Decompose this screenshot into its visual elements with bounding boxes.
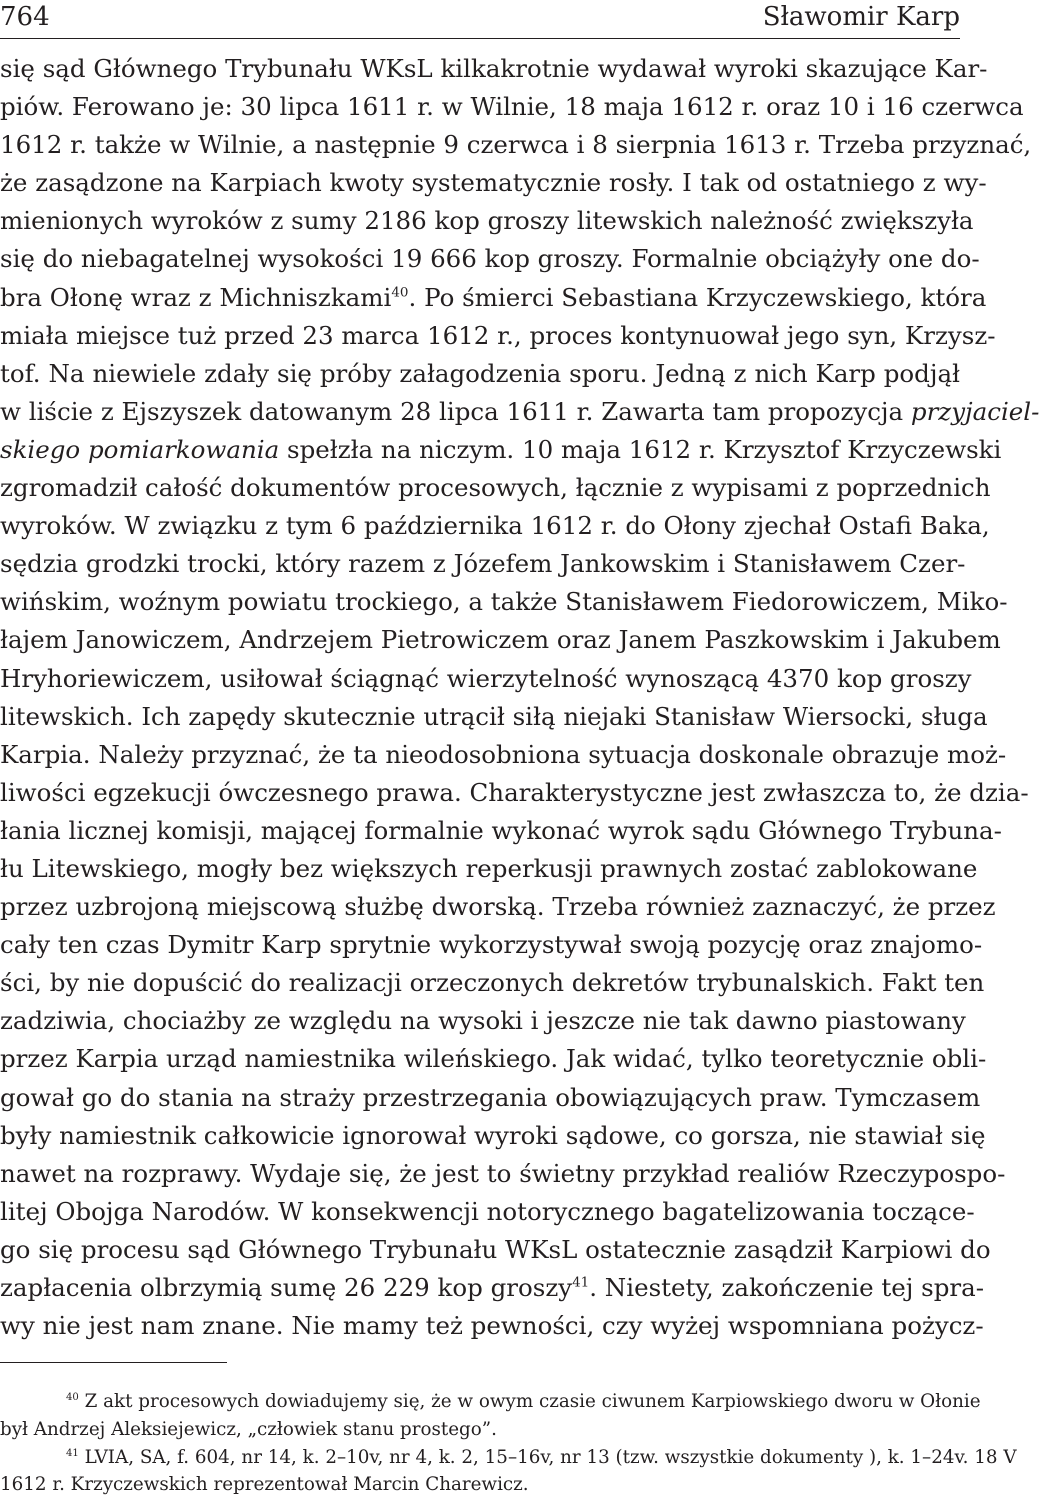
footnotes	[0, 1388, 1017, 1499]
text-line: litej Obojga Narodów. W konsekwencji notorycznego bagatelizowania toczące-	[0, 1196, 975, 1226]
footnote-41-continued: 1612 r. Krzyczewskich reprezentował Marcin Charewicz.	[0, 1474, 529, 1496]
text-line: liwości egzekucji ówczesnego prawa. Charakterystyczne jest zwłaszcza to, że dzia-	[0, 777, 1029, 807]
text-line: nawet na rozprawy. Wydaje się, że jest to świetny przykład realiów Rzeczypospo-	[0, 1158, 1006, 1188]
text-line: Karpia. Należy przyznać, że ta nieodosobniona sytuacja doskonale obrazuje moż-	[0, 739, 1007, 769]
text-line: zadziwia, chociażby ze względu na wysoki i jeszcze nie tak dawno piastowany	[0, 1006, 966, 1036]
page-number: 764	[0, 2, 50, 32]
running-head-author: Sławomir Karp	[762, 2, 960, 32]
body-text	[0, 50, 1039, 1345]
text-line: Hryhoriewiczem, usiłował ściągnąć wierzytelność wynoszącą 4370 kop groszy	[0, 663, 972, 693]
text-line: wińskim, woźnym powiatu trockiego, a także Stanisławem Fiedorowiczem, Miko-	[0, 587, 1008, 617]
text-line: go się procesu sąd Głównego Trybunału WKsL ostatecznie zasądził Karpiowi do	[0, 1234, 991, 1264]
text-line: gował go do stania na straży przestrzegania obowiązujących praw. Tymczasem	[0, 1082, 981, 1112]
text-line: sędzia grodzki trocki, który razem z Józefem Jankowskim i Stanisławem Czer-	[0, 549, 966, 579]
footnote-ref-40[interactable]: 40	[391, 284, 409, 301]
text-line: się sąd Głównego Trybunału WKsL kilkakrotnie wydawał wyroki skazujące Kar-	[0, 54, 988, 83]
footnote-40-continued: był Andrzej Aleksiejewicz, „człowiek stanu prostego”.	[0, 1418, 497, 1440]
page-header	[0, 0, 960, 40]
text-line: były namiestnik całkowicie ignorował wyroki sądowe, co gorsza, nie stawiał się	[0, 1120, 986, 1150]
italic-phrase: przyjaciel-	[910, 396, 1039, 426]
text-line: się do niebagatelnej wysokości 19 666 kop groszy. Formalnie obciążyły one do-	[0, 244, 980, 274]
text-line: litewskich. Ich zapędy skutecznie utrącił siłą niejaki Stanisław Wiersocki, sługa	[0, 701, 988, 731]
text-line: wyroków. W związku z tym 6 października 1612 r. do Ołony zjechał Ostafi Baka,	[0, 511, 990, 541]
text-line: że zasądzone na Karpiach kwoty systematycznie rosły. I tak od ostatniego z wy-	[0, 168, 987, 198]
text-line: bra Ołonę wraz z Michniszkami$^{40}$. Po śmierci Sebastiana Krzyczewskiego, która	[0, 282, 987, 312]
text-line: 1612 r. także w Wilnie, a następnie 9 czerwca i 8 sierpnia 1613 r. Trzeba przyznać,	[0, 130, 1032, 160]
text-line: wy nie jest nam znane. Nie mamy też pewności, czy wyżej wspomniana pożycz-	[0, 1311, 984, 1341]
text-line: przez uzbrojoną miejscową służbę dworską. Trzeba również zaznaczyć, że przez	[0, 892, 996, 922]
text-line: zgromadził całość dokumentów procesowych, łącznie z wypisami z poprzednich	[0, 473, 991, 503]
text-line: ści, by nie dopuścić do realizacji orzeczonych dekretów trybunalskich. Fakt ten	[0, 968, 985, 998]
footnote-separator	[0, 1362, 227, 1363]
footnote-number: 40	[66, 1391, 79, 1403]
text-line: cały ten czas Dymitr Karp sprytnie wykorzystywał swoją pozycję oraz znajomo-	[0, 930, 983, 960]
footnote-number: 41	[66, 1447, 79, 1459]
text-line: w liście z Ejszyszek datowanym 28 lipca 1611 r. Zawarta tam propozycja przyjaciel-	[0, 396, 1039, 426]
footnote-40: $^{40}$ Z akt procesowych dowiadujemy się, że w owym czasie ciwunem Karpiowskiego dworu w Ołonie	[66, 1391, 981, 1412]
footnote-ref-41[interactable]: 41	[572, 1274, 590, 1291]
text-line: miała miejsce tuż przed 23 marca 1612 r., proces kontynuował jego syn, Krzysz-	[0, 320, 996, 350]
text-line: przez Karpia urząd namiestnika wileńskiego. Jak widać, tylko teoretycznie obli-	[0, 1044, 987, 1074]
italic-phrase: skiego pomiarkowania	[0, 434, 280, 464]
text-line: skiego pomiarkowania spełzła na niczym. 10 maja 1612 r. Krzysztof Krzyczewski	[0, 434, 1002, 464]
header-rule	[0, 38, 960, 39]
footnote-41: $^{41}$ LVIA, SA, f. 604, nr 14, k. 2–10v, nr 4, k. 2, 15–16v, nr 13 (tzw. wszystkie dokumenty ), k. 1–24v. 18 V	[66, 1446, 1017, 1468]
text-line: piów. Ferowano je: 30 lipca 1611 r. w Wilnie, 18 maja 1612 r. oraz 10 i 16 czerwca	[0, 92, 1024, 122]
text-line: łajem Janowiczem, Andrzejem Pietrowiczem oraz Janem Paszkowskim i Jakubem	[0, 625, 1001, 655]
text-line: zapłacenia olbrzymią sumę 26 229 kop groszy$^{41}$. Niestety, zakończenie tej spra-	[0, 1273, 985, 1302]
text-line: mienionych wyroków z sumy 2186 kop groszy litewskich należność zwiększyła	[0, 206, 974, 236]
text-line: tof. Na niewiele zdały się próby załagodzenia sporu. Jedną z nich Karp podjął	[0, 358, 960, 388]
text-line: łania licznej komisji, mającej formalnie wykonać wyrok sądu Głównego Trybuna-	[0, 815, 1002, 845]
text-line: łu Litewskiego, mogły bez większych reperkusji prawnych zostać zablokowane	[0, 853, 978, 883]
